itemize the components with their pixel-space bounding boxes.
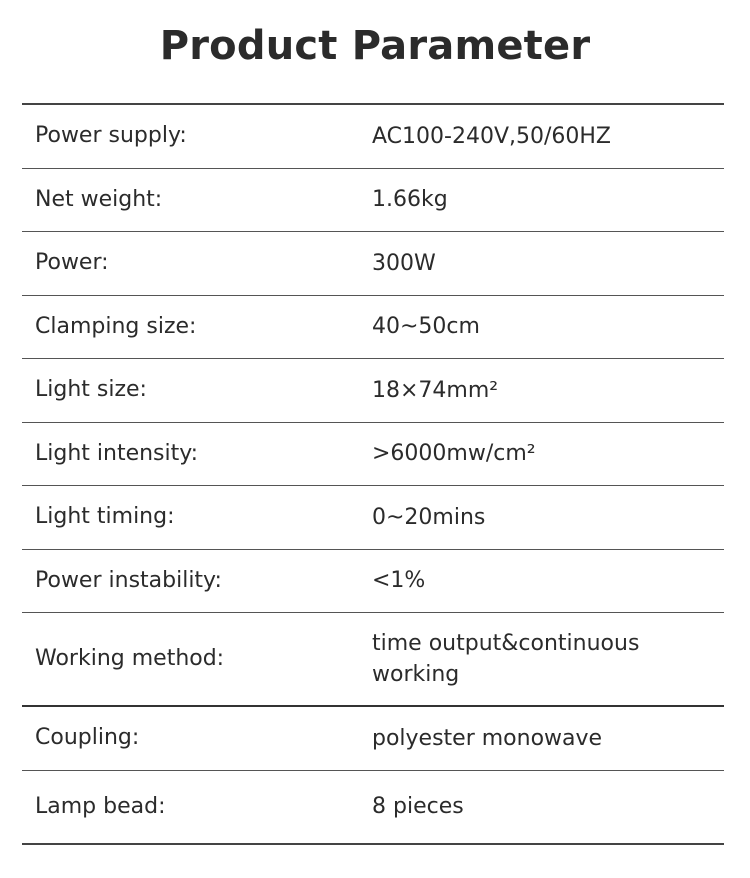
param-value: 300W (372, 250, 436, 276)
param-label: Coupling: (35, 725, 140, 751)
table-row (22, 232, 724, 296)
table-row (22, 105, 724, 169)
table-row (22, 613, 724, 707)
param-value: 0~20mins (372, 504, 486, 530)
param-value: 8 pieces (372, 794, 464, 819)
param-value: 18×74mm² (372, 377, 499, 403)
table-row (22, 423, 724, 487)
param-label: Working method: (35, 646, 225, 671)
param-label: Power: (35, 250, 109, 276)
param-label: Clamping size: (35, 313, 197, 339)
param-label: Light intensity: (35, 440, 199, 466)
page-title: Product Parameter (159, 23, 591, 69)
table-row (22, 707, 724, 771)
table-row (22, 771, 724, 845)
table-row (22, 169, 724, 233)
param-value: polyester monowave (372, 725, 603, 751)
table-row (22, 296, 724, 360)
parameter-table (22, 103, 724, 845)
param-value: 1.66kg (372, 187, 448, 213)
table-row (22, 359, 724, 423)
param-value: <1% (372, 568, 426, 594)
table-row (22, 550, 724, 614)
table-row (22, 486, 724, 550)
param-value: >6000mw/cm² (372, 441, 536, 467)
param-value: AC100-240V,50/60HZ (372, 123, 612, 149)
param-label: Net weight: (35, 186, 163, 212)
param-value: 40~50cm (372, 314, 480, 340)
param-label: Light timing: (35, 504, 175, 530)
param-label: Lamp bead: (35, 793, 166, 819)
param-label: Power supply: (35, 123, 187, 149)
param-value: time output&continuous working (372, 631, 640, 687)
param-label: Power instability: (35, 567, 222, 593)
param-label: Light size: (35, 377, 147, 403)
